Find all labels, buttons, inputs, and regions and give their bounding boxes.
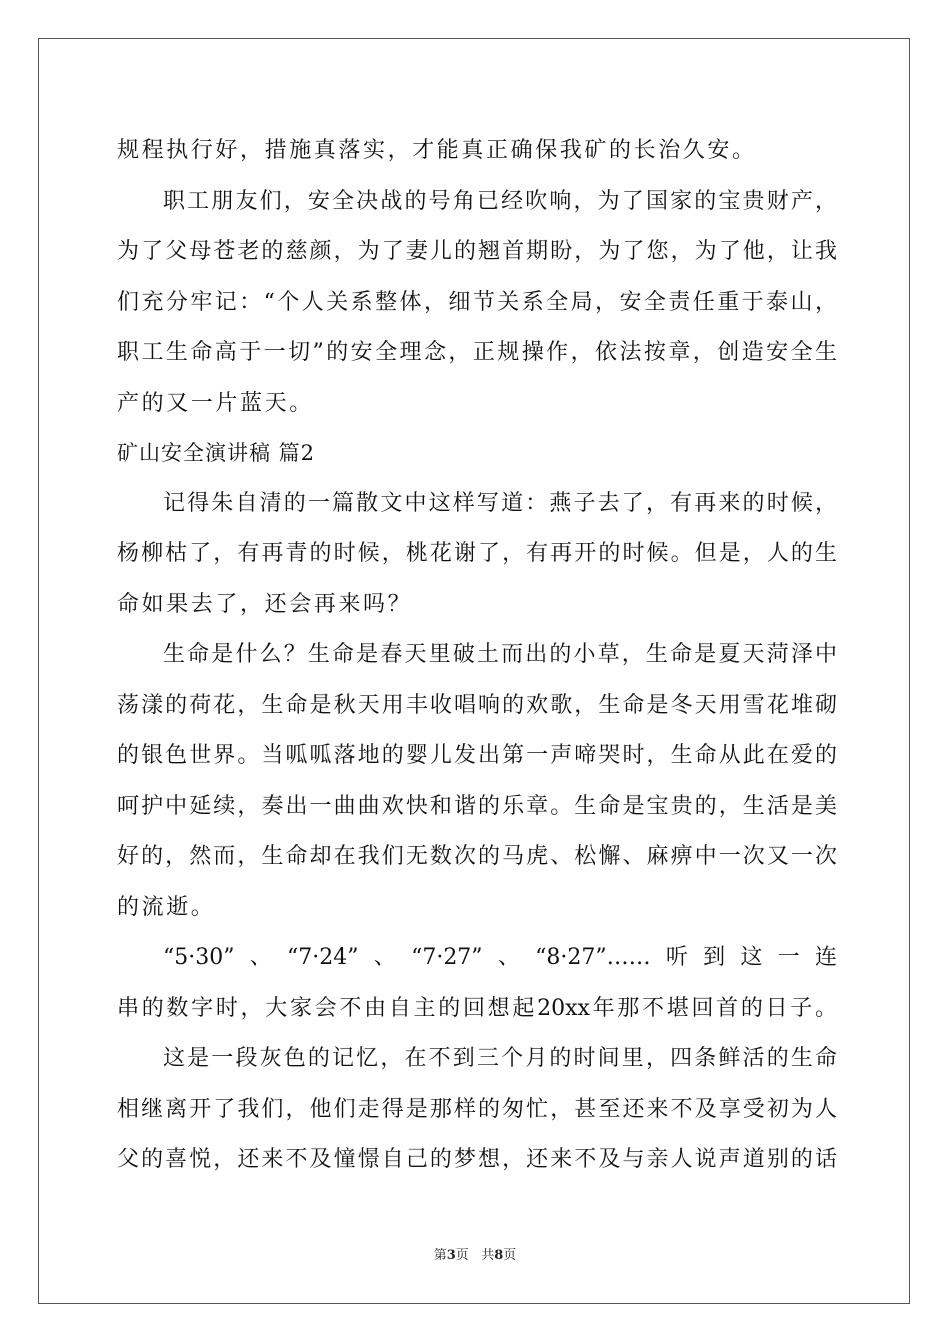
paragraph-line: 相继离开了我们，他们走得是那样的匆忙，甚至还来不及享受初为人 — [117, 1097, 837, 1122]
paragraph-line: 的银色世界。当呱呱落地的婴儿发出第一声啼哭时，生命从此在爱的 — [117, 743, 837, 768]
page-current: 3 — [446, 1248, 456, 1263]
paragraph-line: 父的喜悦，还来不及憧憬自己的梦想，还来不及与亲人说声道别的话 — [117, 1147, 837, 1172]
page-total: 8 — [494, 1248, 504, 1263]
paragraph-line: 荡漾的荷花，生命是秋天用丰收唱响的欢歌，生命是冬天用雪花堆砌 — [117, 693, 837, 718]
paragraph-line: 串的数字时，大家会不由自主的回想起20xx年那不堪回首的日子。 — [117, 996, 837, 1021]
paragraph-line: 为了父母苍老的慈颜，为了妻儿的翘首期盼，为了您，为了他，让我 — [117, 239, 837, 264]
paragraph-line: 产的又一片蓝天。 — [117, 391, 314, 416]
paragraph-line: 职工朋友们，安全决战的号角已经吹响，为了国家的宝贵财产， — [163, 189, 837, 214]
paragraph-line: 呵护中延续，奏出一曲曲欢快和谐的乐章。生命是宝贵的，生活是美 — [117, 794, 837, 819]
total-prefix: 共 — [481, 1248, 495, 1263]
paragraph-line: 们充分牢记：“个人关系整体，细节关系全局，安全责任重于泰山， — [117, 290, 837, 315]
page-prefix: 第 — [433, 1248, 447, 1263]
total-suffix: 页 — [503, 1248, 517, 1263]
paragraph-line: 好的，然而，生命却在我们无数次的马虎、松懈、麻痹中一次又一次 — [117, 844, 837, 869]
page-footer — [0, 1244, 950, 1263]
paragraph-line: 生命是什么？生命是春天里破土而出的小草，生命是夏天菏泽中 — [163, 642, 837, 667]
section-heading: 矿山安全演讲稿 篇2 — [117, 441, 316, 465]
paragraph-line: 规程执行好，措施真落实，才能真正确保我矿的长治久安。 — [117, 138, 757, 163]
paragraph-line: 命如果去了，还会再来吗？ — [117, 592, 413, 617]
paragraph-line: 记得朱自清的一篇散文中这样写道：燕子去了，有再来的时候， — [163, 491, 837, 516]
paragraph-line: 职工生命高于一切”的安全理念，正规操作，依法按章，创造安全生 — [117, 340, 837, 365]
page-suffix: 页 — [455, 1248, 469, 1263]
paragraph-line: 这是一段灰色的记忆，在不到三个月的时间里，四条鲜活的生命 — [163, 1046, 837, 1071]
paragraph-line: 杨柳枯了，有再青的时候，桃花谢了，有再开的时候。但是，人的生 — [117, 541, 837, 566]
paragraph-line: “5·30”、“7·24”、“7·27”、“8·27”……听到这一连 — [163, 945, 837, 970]
paragraph-line: 的流逝。 — [117, 895, 216, 920]
